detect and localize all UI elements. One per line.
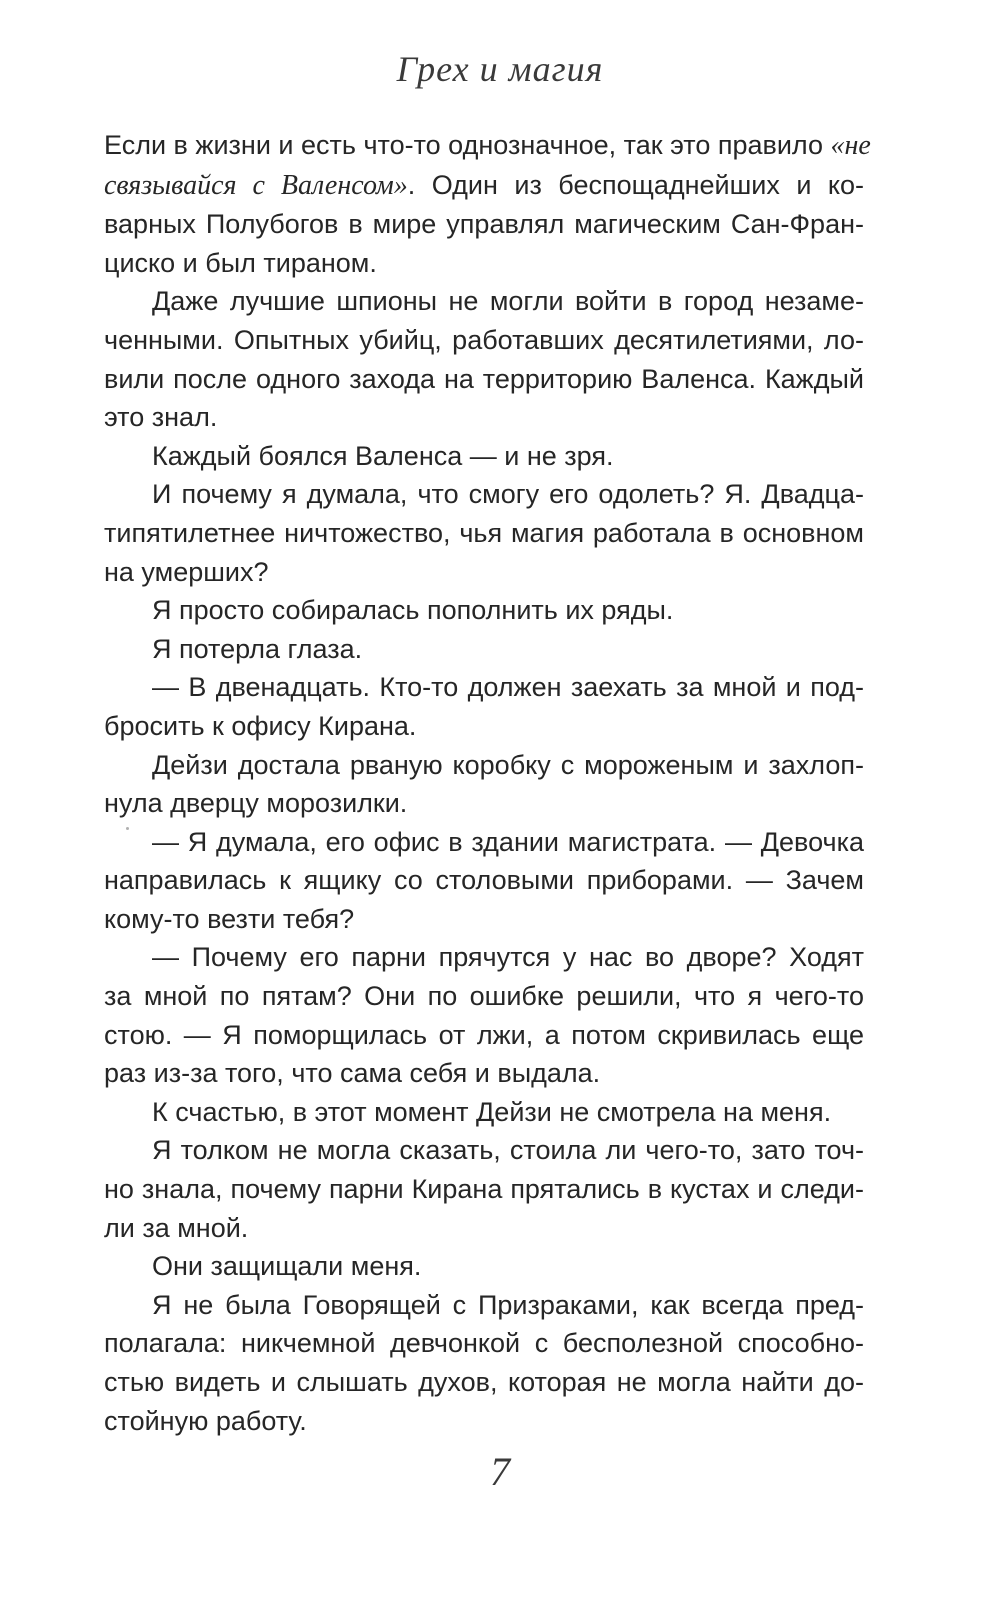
text-line: — В двенадцать. Кто-то должен заехать за мной и под-	[152, 672, 864, 703]
text-line: ченными. Опытных убийц, работавших десятилетиями, ло-	[104, 324, 864, 355]
text-line: Если в жизни и есть что-то однозначное, так это правило «не	[104, 130, 871, 161]
text-line: стою. — Я поморщилась от лжи, а потом скривилась еще	[104, 1019, 864, 1050]
paragraph	[104, 668, 864, 745]
text-line: типятилетнее ничтожество, чья магия работала в основном	[104, 517, 864, 548]
text-line: Даже лучшие шпионы не могли войти в город незаме-	[152, 286, 864, 317]
text-line: нула дверцу морозилки.	[104, 788, 408, 819]
text-line: Я толком не могла сказать, стоила ли чего-то, зато точ-	[152, 1135, 864, 1166]
text-line: это знал.	[104, 402, 218, 433]
text-line: кому-то везти тебя?	[104, 903, 355, 934]
paragraph	[104, 1131, 864, 1247]
text-line: Я не была Говорящей с Призраками, как всегда пред-	[152, 1289, 864, 1320]
paragraph	[104, 591, 864, 630]
text-line: Дейзи достала рваную коробку с мороженым и захлоп-	[152, 749, 864, 780]
paragraph	[104, 630, 864, 669]
text-line: направилась к ящику со столовыми приборами. — Зачем	[104, 865, 864, 896]
text-line: — Я думала, его офис в здании магистрата. — Девочка	[152, 826, 864, 857]
paragraph	[104, 1093, 864, 1132]
text-line: ли за мной.	[104, 1212, 249, 1243]
paragraph	[104, 475, 864, 591]
paragraph	[104, 126, 871, 282]
text-line: связывайся с Валенсом». Один из беспощаднейших и ко-	[104, 169, 865, 201]
text-line: стью видеть и слышать духов, которая не могла найти до-	[104, 1367, 864, 1397]
text-line: Я просто собиралась пополнить их ряды.	[152, 595, 674, 626]
paragraph	[104, 1247, 864, 1286]
text-line: Я потерла глаза.	[152, 633, 363, 664]
text-line: стойную работу.	[104, 1405, 307, 1436]
page-number: 7	[490, 1449, 510, 1494]
paragraph	[104, 437, 864, 476]
text-line: Каждый боялся Валенса — и не зря.	[152, 440, 614, 471]
text-line: варных Полубогов в мире управлял магическим Сан-Фран-	[104, 209, 864, 240]
text-line: но знала, почему парни Кирана прятались в кустах и следи-	[104, 1174, 864, 1205]
text-line: полагала: никчемной девчонкой с бесполезной способно-	[104, 1328, 864, 1359]
text-line: за мной по пятам? Они по ошибке решили, что я чего-то	[104, 981, 864, 1012]
text-line: на умерших?	[104, 556, 269, 587]
text-line: циско и был тираном.	[104, 247, 377, 278]
text-line: бросить к офису Кирана.	[104, 710, 417, 741]
text-line: И почему я думала, что смогу его одолеть? Я. Двадца-	[152, 479, 864, 510]
paper-speck	[126, 827, 129, 830]
paragraph	[104, 1286, 864, 1440]
paragraph	[104, 282, 864, 436]
paragraph	[104, 823, 864, 939]
text-line: — Почему его парни прячутся у нас во дворе? Ходят	[152, 942, 864, 973]
body-text	[104, 126, 871, 1440]
text-line: К счастью, в этот момент Дейзи не смотрела на меня.	[152, 1096, 832, 1127]
text-line: вили после одного захода на территорию Валенса. Каждый	[104, 363, 864, 394]
paragraph	[104, 938, 864, 1092]
running-head: Грех и магия	[396, 49, 604, 89]
paragraph	[104, 746, 864, 823]
text-line: раз из-за того, что сама себя и выдала.	[104, 1058, 601, 1089]
text-line: Они защищали меня.	[152, 1251, 422, 1282]
